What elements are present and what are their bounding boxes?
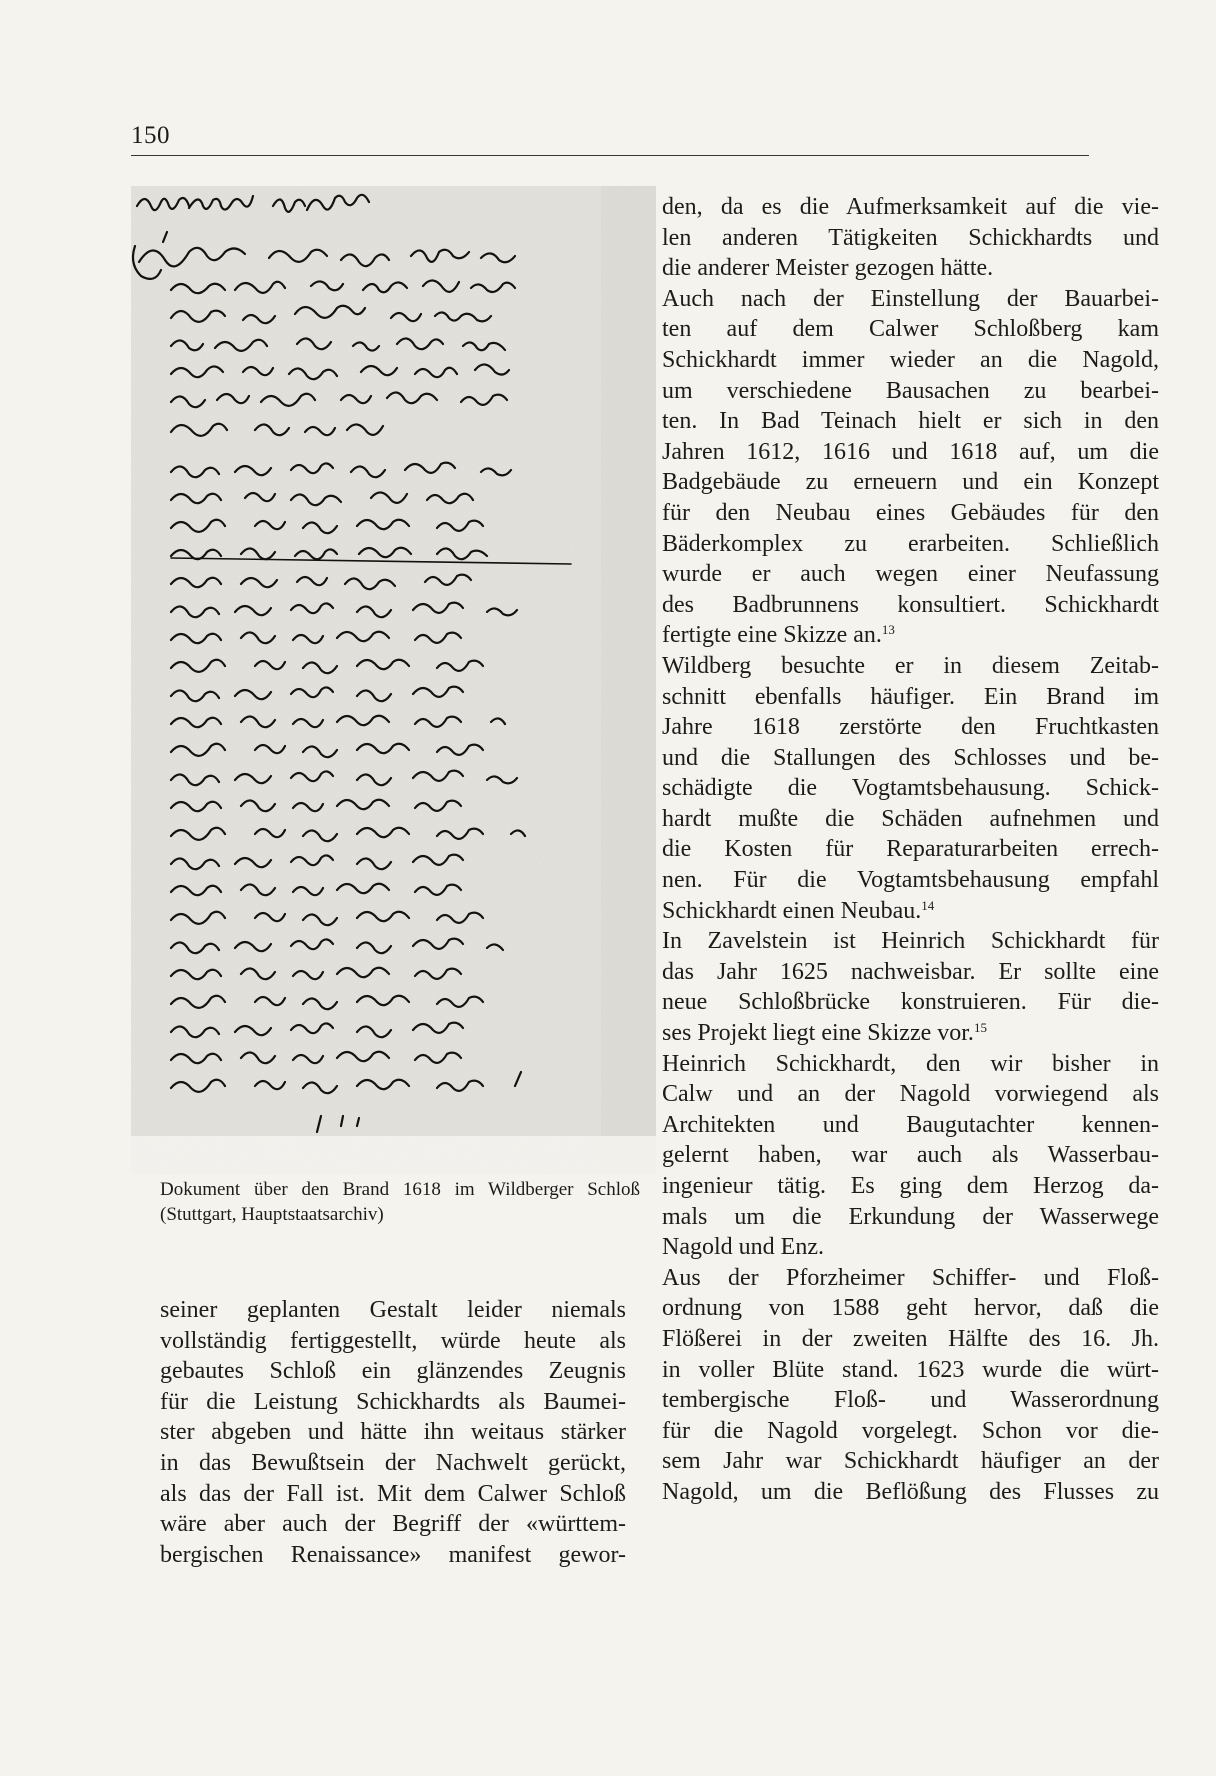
text-line-content: Schickhardt einen Neubau. (662, 897, 922, 924)
text-line: für den Neubau eines Gebäudes für den (662, 499, 1159, 526)
text-line: Nagold und Enz. (662, 1234, 824, 1261)
text-line: Schickhardt immer wieder an die Nagold, (662, 346, 1159, 373)
paragraph (662, 1263, 1159, 1508)
text-line: neue Schloßbrücke konstruieren. Für die- (662, 989, 1159, 1016)
paragraph (662, 192, 1159, 284)
text-line: und die Stallungen des Schlosses und be- (662, 744, 1159, 771)
text-line: Aus der Pforzheimer Schiffer- und Floß- (662, 1264, 1159, 1291)
text-line: Auch nach der Einstellung der Bauarbei- (662, 285, 1159, 312)
text-line: das Jahr 1625 nachweisbar. Er sollte eine (662, 958, 1159, 985)
text-line: bergischen Renaissance» manifest gewor- (160, 1541, 626, 1568)
text-line: ordnung von 1588 geht hervor, daß die (662, 1295, 1159, 1322)
text-line: ten. In Bad Teinach hielt er sich in den (662, 408, 1159, 435)
text-line: In Zavelstein ist Heinrich Schickhardt für (662, 928, 1159, 955)
text-line: die Kosten für Reparaturarbeiten errech- (662, 836, 1159, 863)
text-line: mals um die Erkundung der Wasserwege (662, 1203, 1159, 1230)
paragraph (662, 651, 1159, 926)
text-line: Heinrich Schickhardt, den wir bisher in (662, 1050, 1159, 1077)
text-line: schnitt ebenfalls häufiger. Ein Brand im (662, 683, 1159, 710)
text-line: für die Nagold vorgelegt. Schon vor die- (662, 1417, 1159, 1444)
text-line (662, 896, 1159, 927)
left-column-text (160, 1295, 626, 1570)
text-line-content: fertigte eine Skizze an. (662, 622, 882, 649)
text-line-content: ses Projekt liegt eine Skizze vor. (662, 1020, 974, 1047)
text-line: in das Bewußtsein der Nachwelt gerückt, (160, 1449, 626, 1476)
text-line: tembergische Floß- und Wasserordnung (662, 1387, 1159, 1414)
manuscript-figure (131, 186, 656, 1174)
text-line: ster abgeben und hätte ihn weitaus stärker (160, 1419, 626, 1446)
right-column-text (662, 192, 1159, 1508)
text-line (662, 620, 1159, 651)
text-line: ten auf dem Calwer Schloßberg kam (662, 316, 1159, 343)
text-line: seiner geplanten Gestalt leider niemals (160, 1297, 626, 1323)
paragraph (662, 926, 1159, 1048)
text-line: wurde er auch wegen einer Neufassung (662, 561, 1159, 588)
text-line (662, 1018, 1159, 1049)
page-number: 150 (131, 122, 170, 149)
text-line: Flößerei in der zweiten Hälfte des 16. Jh. (662, 1325, 1159, 1352)
text-line: gelernt haben, war auch als Wasserbau- (662, 1142, 1159, 1169)
footnote-ref: 15 (973, 1020, 987, 1036)
text-line: Architekten und Baugutachter kennen- (662, 1111, 1159, 1138)
header-rule (131, 155, 1089, 156)
text-line: hardt mußte die Schäden aufnehmen und (662, 805, 1159, 832)
text-line: wäre aber auch der Begriff der «württem- (160, 1511, 626, 1538)
text-line: des Badbrunnens konsultiert. Schickhardt (662, 591, 1159, 618)
text-line: schädigte die Vogtamtsbehausung. Schick- (662, 775, 1159, 802)
footnote-ref: 14 (921, 897, 935, 913)
text-line: um verschiedene Bausachen zu bearbei- (662, 377, 1159, 404)
text-line: Badgebäude zu erneuern und ein Konzept (662, 469, 1159, 496)
text-line: Calw und an der Nagold vorwiegend als (662, 1081, 1159, 1108)
handwritten-document-image (131, 186, 656, 1174)
text-line: Wildberg besuchte er in diesem Zeitab- (662, 652, 1159, 679)
text-line: den, da es die Aufmerksamkeit auf die vie- (662, 194, 1159, 220)
paragraph (662, 1049, 1159, 1263)
text-line: die anderer Meister gezogen hätte. (662, 255, 994, 282)
text-line: gebautes Schloß ein glänzendes Zeugnis (160, 1358, 626, 1385)
text-line: Nagold, um die Beflößung des Flusses zu (662, 1478, 1159, 1505)
footnote-ref: 13 (881, 622, 895, 638)
paragraph (662, 284, 1159, 651)
text-line: für die Leistung Schickhardts als Baumei- (160, 1388, 626, 1415)
text-line: Jahre 1618 zerstörte den Fruchtkasten (662, 714, 1159, 741)
text-line: Jahren 1612, 1616 und 1618 auf, um die (662, 438, 1159, 465)
figure-caption: Dokument über den Brand 1618 im Wildberger Schloß (Stuttgart, Hauptstaatsarchiv) (160, 1179, 640, 1225)
text-line: Bäderkomplex zu erarbeiten. Schließlich (662, 530, 1159, 557)
text-line: als das der Fall ist. Mit dem Calwer Schloß (160, 1480, 626, 1507)
text-line: nen. Für die Vogtamtsbehausung empfahl (662, 867, 1159, 894)
text-line: len anderen Tätigkeiten Schickhardts und (662, 224, 1159, 251)
text-line: vollständig fertiggestellt, würde heute als (160, 1327, 626, 1354)
text-line: ingenieur tätig. Es ging dem Herzog da- (662, 1173, 1159, 1199)
text-line: in voller Blüte stand. 1623 wurde die würt- (662, 1356, 1159, 1383)
text-line: sem Jahr war Schickhardt häufiger an der (662, 1448, 1159, 1475)
